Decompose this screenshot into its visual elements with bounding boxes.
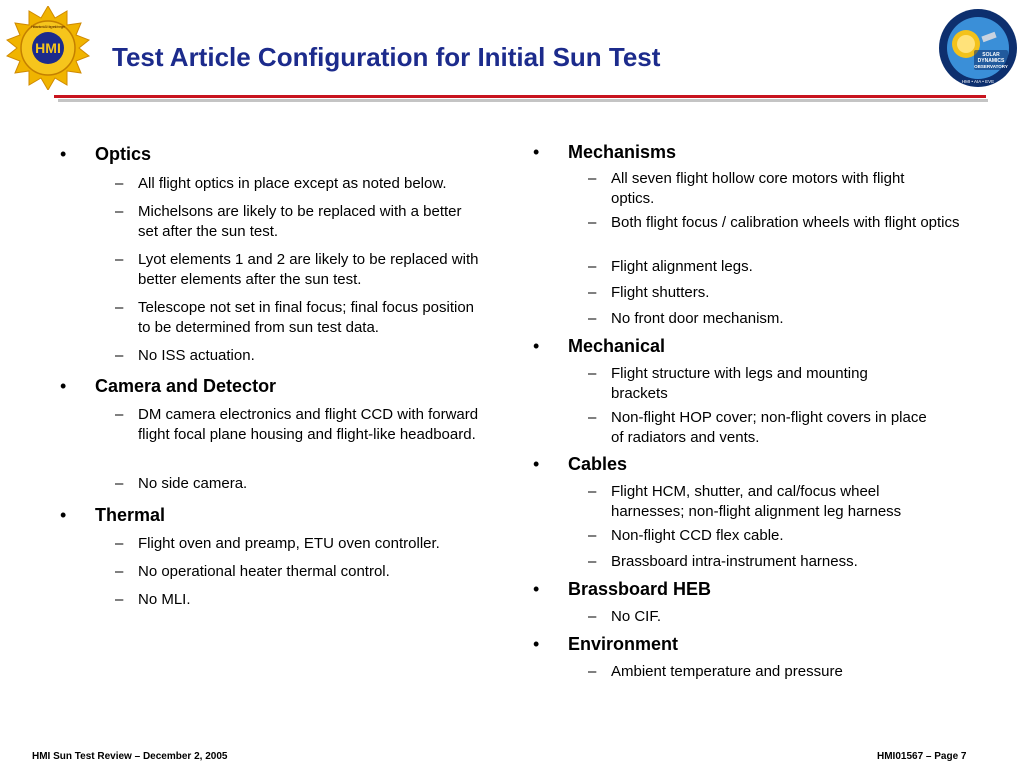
sdo-logo-line-2: DYNAMICS bbox=[977, 58, 1005, 64]
title-rule bbox=[54, 95, 986, 98]
footer-left: HMI Sun Test Review – December 2, 2005 bbox=[32, 751, 228, 762]
hmi-logo-ring-text: Helioseismic & Magnetic Imager bbox=[31, 24, 65, 29]
hmi-sun-logo-icon bbox=[6, 6, 90, 90]
slide: HMI Helioseismic & Magnetic Imager Test Article Configuration for Initial Sun Test SOLAR DYNAMICS OBSERVATORY HMI • AIA • EVE • Optics – All flight optics in place except as noted below. – Michelsons are likely to be replaced with a better set after the sun test. – Lyot elements 1 and 2 are likely to be replaced with better elements after the sun test. – Telescope not set in final focus; final focus position to be determined from sun test data. – No ISS actuation. • Camera and Detector – DM camera electronics and flight CCD with forward flight focal plane housing and flight-like headboard. – No side camera. • Thermal – Flight oven and preamp, ETU oven controller. – No operational heater thermal control. – No MLI. • Mechanisms – All seven flight hollow core motors with flight optics. – Both flight focus / calibration wheels with flight optics – Flight alignment legs. – Flight shutters. – No front door mechanism. • Mechanical – Flight structure with legs and mounting brackets – Non-flight HOP cover; non-flight covers in place of radiators and vents. • Cables – Flight HCM, shutter, and cal/focus wheel harnesses; non-flight alignment leg harness – Non-flight CCD flex cable. – Brassboard intra-instrument harness. • Brassboard HEB – No CIF. • Environment – Ambient temperature and pressure HMI Sun Test Review – December 2, 2005 HMI01567 – Page 7 bbox=[0, 0, 1024, 768]
footer-page-number: HMI01567 – Page 7 bbox=[877, 751, 967, 762]
sdo-logo-line-3: OBSERVATORY bbox=[974, 64, 1008, 69]
title-rule-shadow bbox=[58, 99, 988, 102]
page-title: Test Article Configuration for Initial Sun Test bbox=[112, 42, 661, 72]
sdo-logo-line-1: SOLAR bbox=[982, 52, 1000, 58]
sdo-logo-ring-text: HMI • AIA • EVE bbox=[961, 79, 995, 84]
hmi-logo-text: HMI bbox=[35, 40, 61, 56]
sdo-logo-icon bbox=[938, 8, 1018, 88]
